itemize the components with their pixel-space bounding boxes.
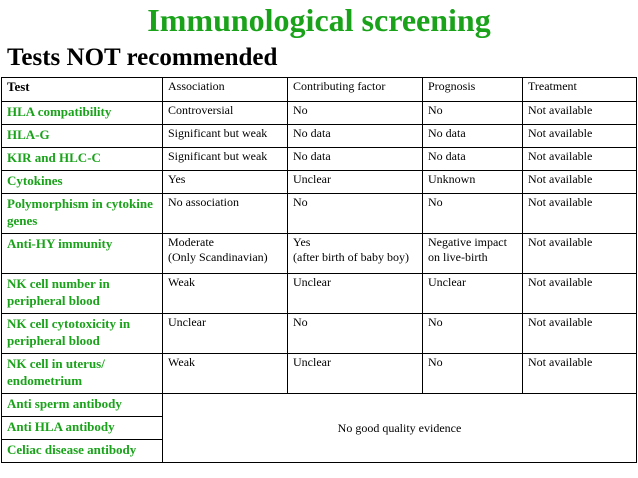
test-name: Polymorphism in cytokine genes: [2, 194, 163, 234]
test-name: HLA-G: [2, 125, 163, 148]
header-test: Test: [2, 78, 163, 102]
association-cell: No association: [163, 194, 288, 234]
table-row: [2, 171, 637, 194]
table-row: [2, 125, 637, 148]
association-cell: Weak: [163, 274, 288, 314]
test-name: KIR and HLC-C: [2, 148, 163, 171]
prognosis-cell: No: [423, 194, 523, 234]
test-name: Anti-HY immunity: [2, 234, 163, 274]
treatment-cell: Not available: [523, 314, 637, 354]
table-row: [2, 394, 637, 417]
prognosis-cell: Unknown: [423, 171, 523, 194]
table-row: [2, 194, 637, 234]
test-name: HLA compatibility: [2, 102, 163, 125]
table-header-row: [2, 78, 637, 102]
prognosis-cell: Unclear: [423, 274, 523, 314]
prognosis-cell: No data: [423, 125, 523, 148]
header-contributing-factor: Contributing factor: [288, 78, 423, 102]
header-association: Association: [163, 78, 288, 102]
test-name: Anti HLA antibody: [2, 417, 163, 440]
association-cell: Weak: [163, 354, 288, 394]
test-name: Cytokines: [2, 171, 163, 194]
table-row: [2, 314, 637, 354]
factor-cell: No: [288, 314, 423, 354]
factor-cell: Unclear: [288, 274, 423, 314]
factor-cell: Unclear: [288, 354, 423, 394]
slide-subtitle: Tests NOT recommended: [7, 44, 278, 71]
factor-cell: No: [288, 194, 423, 234]
prognosis-cell: [423, 234, 523, 274]
table-row: [2, 354, 637, 394]
prognosis-line: on live-birth: [428, 250, 488, 264]
factor-cell: No data: [288, 125, 423, 148]
screening-table: [1, 77, 637, 463]
table-row: [2, 148, 637, 171]
factor-cell: No data: [288, 148, 423, 171]
merged-evidence-cell: No good quality evidence: [163, 394, 637, 463]
factor-line: Yes: [293, 235, 311, 249]
treatment-cell: Not available: [523, 171, 637, 194]
treatment-cell: Not available: [523, 148, 637, 171]
header-prognosis: Prognosis: [423, 78, 523, 102]
test-name: NK cell in uterus/ endometrium: [2, 354, 163, 394]
prognosis-cell: No: [423, 102, 523, 125]
prognosis-cell: No: [423, 314, 523, 354]
factor-line: (after birth of baby boy): [293, 250, 409, 264]
association-cell: [163, 234, 288, 274]
prognosis-cell: No: [423, 354, 523, 394]
factor-cell: Unclear: [288, 171, 423, 194]
association-line: (Only Scandinavian): [168, 250, 268, 264]
treatment-cell: Not available: [523, 125, 637, 148]
treatment-cell: Not available: [523, 102, 637, 125]
association-cell: Unclear: [163, 314, 288, 354]
test-name: NK cell cytotoxicity in peripheral blood: [2, 314, 163, 354]
table-row: [2, 274, 637, 314]
association-cell: Controversial: [163, 102, 288, 125]
treatment-cell: Not available: [523, 194, 637, 234]
association-cell: Significant but weak: [163, 148, 288, 171]
table-row: [2, 234, 637, 274]
test-name: Anti sperm antibody: [2, 394, 163, 417]
treatment-cell: Not available: [523, 234, 637, 274]
test-name: NK cell number in peripheral blood: [2, 274, 163, 314]
test-name: Celiac disease antibody: [2, 440, 163, 463]
prognosis-line: Negative impact: [428, 235, 507, 249]
factor-cell: [288, 234, 423, 274]
slide-title: Immunological screening: [147, 2, 491, 38]
treatment-cell: Not available: [523, 274, 637, 314]
table-row: [2, 102, 637, 125]
factor-cell: No: [288, 102, 423, 125]
association-cell: Yes: [163, 171, 288, 194]
header-treatment: Treatment: [523, 78, 637, 102]
treatment-cell: Not available: [523, 354, 637, 394]
association-line: Moderate: [168, 235, 214, 249]
prognosis-cell: No data: [423, 148, 523, 171]
association-cell: Significant but weak: [163, 125, 288, 148]
